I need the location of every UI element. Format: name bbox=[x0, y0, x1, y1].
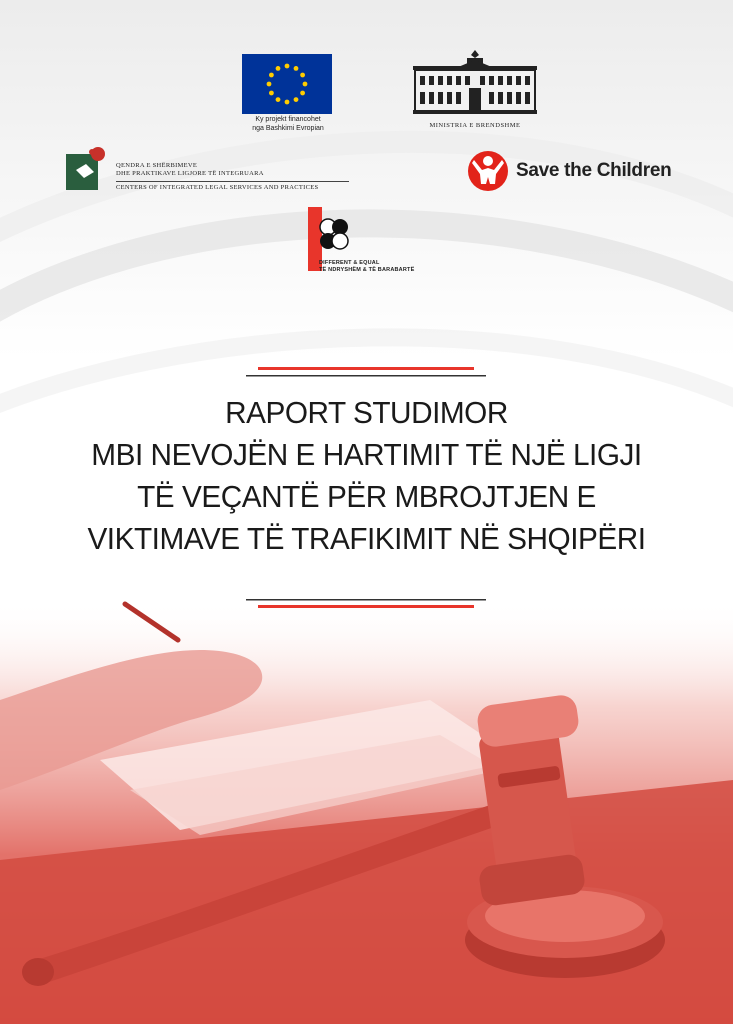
eu-caption bbox=[236, 115, 340, 133]
center-name-english: CENTERS OF INTEGRATED LEGAL SERVICES AND PRACTICES bbox=[116, 184, 319, 191]
center-name-line2: DHE PRAKTIKAVE LIGJORE TË INTEGRUARA bbox=[116, 170, 264, 177]
center-logo-icon bbox=[66, 146, 106, 190]
eu-flag-icon bbox=[242, 54, 332, 114]
title-line4: VIKTIMAVE TË TRAFIKIMIT NË SHQIPËRI bbox=[87, 521, 646, 556]
title-line3: TË VEÇANTË PËR MBROJTJEN E bbox=[137, 479, 596, 514]
different-equal-line2: TË NDRYSHËM & TË BARABARTË bbox=[319, 267, 415, 273]
save-the-children-name: Save the Children bbox=[516, 160, 672, 181]
report-title bbox=[34, 392, 699, 560]
center-divider bbox=[116, 181, 349, 182]
eu-caption-line1: Ky projekt financohet bbox=[255, 116, 321, 123]
different-equal-text bbox=[319, 260, 414, 274]
ministry-building-icon bbox=[411, 48, 539, 118]
different-equal-line1: DIFFERENT & EQUAL bbox=[319, 260, 380, 266]
eu-caption-line2: nga Bashkimi Evropian bbox=[252, 125, 324, 132]
title-line1: RAPORT STUDIMOR bbox=[225, 395, 508, 430]
ministry-caption: MINISTRIA E BRENDSHME bbox=[429, 122, 521, 129]
title-bottom-rule bbox=[246, 599, 486, 609]
title-top-rule bbox=[246, 367, 486, 377]
save-the-children-icon bbox=[466, 150, 510, 192]
title-line2: MBI NEVOJËN E HARTIMIT TË NJË LIGJI bbox=[91, 437, 642, 472]
center-logo-text bbox=[116, 162, 356, 191]
center-name-line1: QENDRA E SHËRBIMEVE bbox=[116, 162, 198, 169]
